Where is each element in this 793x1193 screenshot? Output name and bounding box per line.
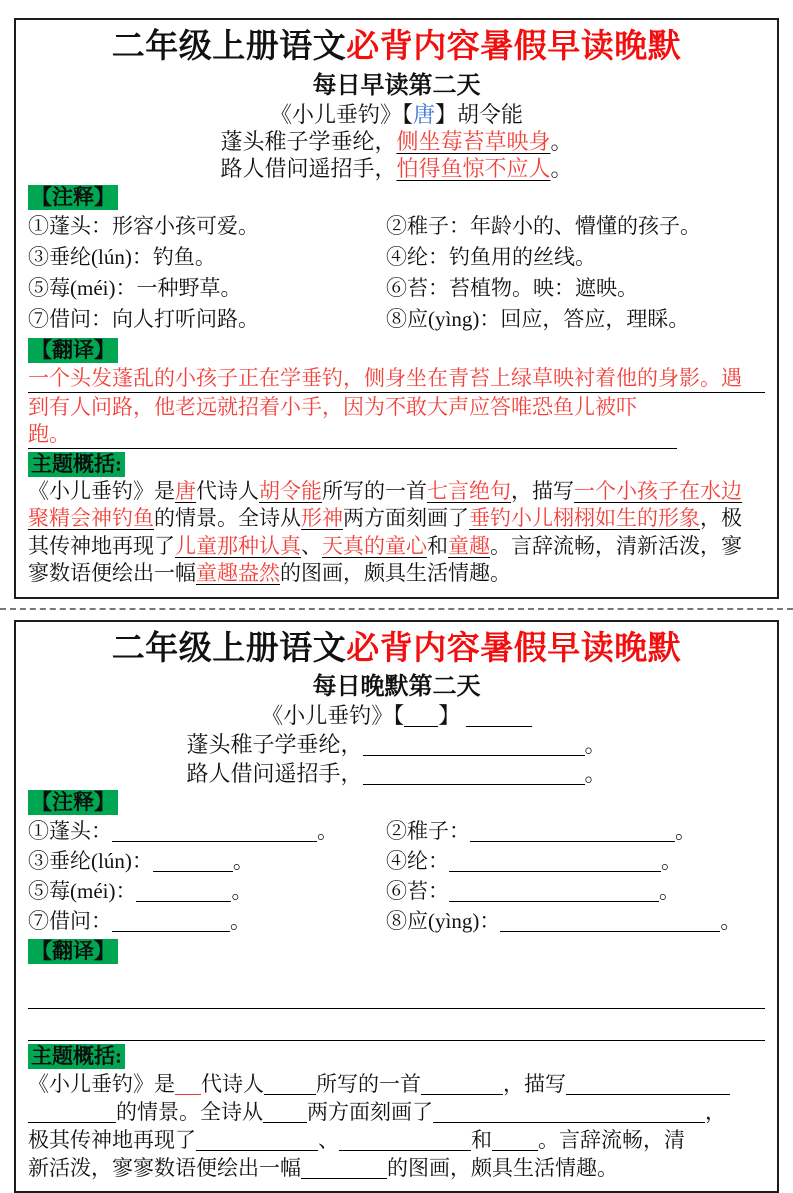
fill-in-blank [112,824,317,842]
text-segment: 一个小孩子在水边 [574,478,742,503]
theme-label: 主题概括: [28,452,125,477]
fill-in-blank [264,1077,316,1095]
text-segment: 。 [584,761,607,787]
note-item: ⑦借问：向人打听问路。 [28,306,259,331]
fill-in-blank [363,767,585,785]
theme-line-4 [28,1154,765,1182]
note-item-blank [386,876,765,906]
translation-writing-line [28,979,765,1009]
poem-line-1-blank [28,731,765,758]
main-title [28,25,765,70]
text-segment: 的情景。全诗从 [154,506,301,531]
text-segment: 路人借问遥招手， [186,761,363,787]
text-segment: ，极 [700,506,742,531]
text-segment: 垂钓小儿栩栩如生的形象 [469,506,700,531]
note-item-blank [28,906,386,936]
text-segment: 。言辞流畅，清新活泼，寥 [490,533,742,558]
text-segment: 所写的一首 [322,478,427,503]
translation-line-1: 一个头发蓬乱的小孩子正在学垂钓，侧身坐在青苔上绿草映衬着他的身影。遇 [28,365,765,393]
note-item: ④纶：钓鱼用的丝线。 [386,244,596,269]
theme-line-2 [28,505,765,533]
notes-label: 【注释】 [28,790,118,815]
text-segment: 儿童那种认真 [175,533,301,558]
text-segment: 和 [427,533,448,558]
note-item-blank [386,816,765,846]
main-title-red: 必背内容暑假早读晚默 [346,630,682,667]
text-segment: 寥数语便绘出一幅 [28,561,196,586]
fill-in-blank [28,1105,116,1123]
fill-in-blank [449,854,661,872]
text-segment: ⑤莓(méi)： [28,879,137,904]
main-title-black: 二年级上册语文 [111,29,347,65]
theme-line-1 [28,1070,765,1098]
fill-in-blank [175,1077,201,1095]
poem-header [28,101,765,128]
fill-in-blank [449,884,659,902]
text-segment: 《小儿垂钓》是 [28,478,175,503]
fill-in-blank [421,1077,503,1095]
text-segment: 。 [550,128,573,154]
text-segment: 路人借问遥招手， [220,155,397,181]
fill-in-blank [301,1161,387,1179]
fill-in-blank [263,1105,307,1123]
note-item: ①蓬头：形容小孩可爱。 [28,213,259,238]
translation-label: 【翻译】 [28,939,118,964]
note-item-blank [28,846,386,876]
fill-in-blank [136,884,231,902]
text-segment: 其传神地再现了 [28,533,175,558]
text-segment: ，描写 [503,1072,566,1097]
text-segment: 。 [317,819,338,844]
text-segment: 的图画，颇具生活情趣。 [387,1156,618,1181]
text-segment: 、 [301,533,322,558]
text-segment: 怕得鱼惊不应人 [396,155,551,181]
section-divider [0,608,793,610]
text-segment: 。 [231,879,253,904]
text-segment: 形神 [301,506,343,531]
notes-label: 【注释】 [28,185,118,210]
text-segment: 胡令能 [259,478,322,503]
text-segment: 天真的童心 [322,533,427,558]
text-segment: 。 [230,909,251,934]
text-segment: ， [705,1100,726,1125]
text-segment: 的图画，颇具生活情趣。 [280,561,511,586]
poem-line-2 [28,155,765,182]
text-segment: ②稚子： [386,819,470,844]
translation-label: 【翻译】 [28,338,118,363]
text-segment: 侧坐莓苔草映身 [396,128,551,154]
text-segment: ⑦借问： [28,909,112,934]
text-segment: 两方面刻画了 [307,1100,433,1125]
theme-line-3 [28,1126,765,1154]
translation-line-2: 到有人问路，他老远就招着小手，因为不敢大声应答唯恐鱼儿被吓跑。 [28,394,677,449]
notes-grid [28,211,765,335]
note-item-blank [28,816,386,846]
theme-paragraph [28,478,765,588]
text-segment: ，描写 [511,478,574,503]
main-title-red: 必背内容暑假早读晚默 [346,29,682,65]
note-item-blank [28,876,386,906]
text-segment: 童趣 [448,533,490,558]
text-segment: 。 [232,849,254,874]
fill-in-blank [112,914,230,932]
text-segment: 蓬头稚子学垂纶， [186,732,363,758]
text-segment: 。 [720,909,742,934]
theme-line-1 [28,478,765,506]
theme-line-4 [28,560,765,588]
poem-line-1 [28,128,765,155]
text-segment: 聚精会神钓鱼 [28,506,154,531]
text-segment: 】胡令能 [435,101,524,127]
translation-writing-line [28,1009,765,1041]
text-segment: 、 [318,1128,339,1153]
text-segment: 。 [675,819,696,844]
text-segment: 蓬头稚子学垂纶， [220,128,397,154]
text-segment: 《小儿垂钓》【 [261,703,405,729]
main-title-black: 二年级上册语文 [111,630,347,667]
note-item-blank [386,906,765,936]
fill-in-blank [466,709,532,727]
fill-in-blank [404,709,438,727]
text-segment: 。言辞流畅，清 [538,1128,685,1153]
evening-subtitle: 每日晚默第二天 [312,674,481,701]
text-segment: 。 [550,155,573,181]
theme-label: 主题概括: [28,1044,125,1069]
note-item: ⑧应(yìng)：回应，答应，理睬。 [386,306,690,331]
note-item-blank [386,846,765,876]
text-segment: ⑧应(yìng)： [386,909,501,934]
morning-subtitle: 每日早读第二天 [312,72,481,99]
note-item: ③垂纶(lún)：钓鱼。 [28,244,216,269]
fill-in-blank [153,854,233,872]
main-title [28,627,765,672]
fill-in-blank [433,1105,705,1123]
text-segment: ③垂纶(lún)： [28,849,153,874]
fill-in-blank [339,1133,471,1151]
text-segment: 七言绝句 [427,478,511,503]
fill-in-blank [566,1077,730,1095]
text-segment: 两方面刻画了 [343,506,469,531]
fill-in-blank [363,738,585,756]
notes-grid-blanks [28,816,765,936]
text-segment: 唐 [412,101,435,127]
evening-dictation-card [14,620,779,1193]
text-segment: 。 [584,732,607,758]
text-segment: ④纶： [386,849,449,874]
text-segment: 唐 [175,478,196,503]
text-segment: 和 [471,1128,492,1153]
text-segment: 极其传神地再现了 [28,1128,196,1153]
note-item: ⑤莓(méi)：一种野草。 [28,275,242,300]
text-segment: 所写的一首 [316,1072,421,1097]
fill-in-blank [492,1133,538,1151]
fill-in-blank [500,914,720,932]
theme-paragraph-blanks [28,1070,765,1182]
text-segment: 。 [661,849,682,874]
text-segment: 代诗人 [201,1072,264,1097]
text-segment: ①蓬头： [28,819,112,844]
text-segment: 。 [659,879,680,904]
morning-reading-card [14,18,779,599]
fill-in-blank [470,824,675,842]
text-segment: 的情景。全诗从 [116,1100,263,1125]
note-item: ⑥苔：苔植物。映：遮映。 [386,275,638,300]
text-segment: 童趣盎然 [196,561,280,586]
theme-line-3 [28,533,765,561]
text-segment: 《小儿垂钓》是 [28,1072,175,1097]
poem-line-2-blank [28,760,765,787]
note-item: ②稚子：年龄小的、懵懂的孩子。 [386,213,701,238]
text-segment: 】 [438,703,461,729]
poem-header-blanks [28,702,765,729]
text-segment: 《小儿垂钓》【 [269,101,413,127]
fill-in-blank [196,1133,318,1151]
text-segment: 新活泼，寥寥数语便绘出一幅 [28,1156,301,1181]
text-segment: ⑥苔： [386,879,449,904]
text-segment: 代诗人 [196,478,259,503]
